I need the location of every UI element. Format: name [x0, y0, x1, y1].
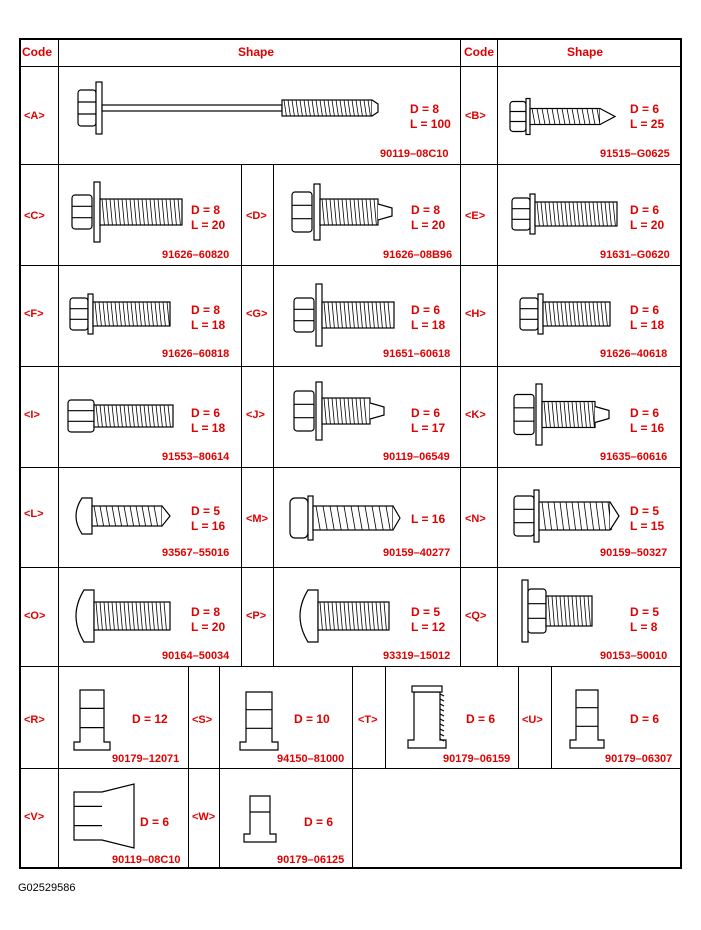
- header-shape-right: Shape: [567, 45, 604, 59]
- code-label: <D>: [246, 210, 267, 222]
- diameter-spec: D = 6: [630, 303, 660, 317]
- round-head: [290, 498, 308, 538]
- part-number: 94150–81000: [277, 753, 345, 765]
- length-spec: L = 15: [630, 519, 665, 533]
- part-number: 93567–55016: [162, 547, 230, 559]
- flange: [530, 194, 535, 234]
- grid-col-divider: [241, 164, 242, 666]
- grid-row-divider: [19, 164, 682, 165]
- hex-head: [72, 195, 92, 229]
- serrated-flange-nut-icon: [408, 684, 446, 748]
- length-spec: L = 18: [630, 318, 665, 332]
- part-number: 91626–60818: [162, 348, 230, 360]
- length-spec: L = 100: [410, 117, 451, 131]
- part-number: 90179–06125: [277, 854, 345, 866]
- length-spec: L = 12: [411, 620, 446, 634]
- part-number: 91631–G0620: [600, 249, 670, 261]
- code-label: <E>: [465, 210, 486, 222]
- conical-nut-icon: [72, 784, 134, 848]
- pilot-tip: [378, 204, 392, 220]
- grid-col-divider: [352, 666, 353, 867]
- grid-row-divider: [19, 265, 682, 266]
- code-label: <T>: [358, 714, 378, 726]
- serration: [440, 694, 444, 696]
- screw-tip: [393, 506, 400, 530]
- flange: [308, 496, 313, 540]
- grid-row-divider: [19, 768, 682, 769]
- grid-border-top: [19, 38, 682, 40]
- part-number: 91626–08B96: [383, 249, 453, 261]
- screw-tip: [610, 502, 619, 530]
- diameter-spec: D = 8: [410, 102, 440, 116]
- flange: [96, 82, 102, 134]
- serration: [440, 719, 444, 721]
- diameter-spec: D = 6: [630, 712, 660, 726]
- washer: [536, 384, 542, 445]
- grid-col-divider: [58, 38, 59, 869]
- nut-body: [74, 690, 110, 750]
- hex-head: [514, 496, 534, 536]
- flange-nut-small-icon: [244, 792, 276, 842]
- diameter-spec: D = 6: [466, 712, 496, 726]
- code-label: <A>: [24, 110, 45, 122]
- grid-border-right: [680, 38, 682, 869]
- serrated-top: [412, 686, 442, 692]
- flange-bolt-icon: [512, 194, 617, 234]
- code-label: <F>: [24, 308, 44, 320]
- grid-col-divider: [460, 38, 461, 666]
- hex-head: [294, 298, 314, 332]
- diameter-spec: D = 6: [630, 102, 660, 116]
- diameter-spec: D = 5: [411, 605, 441, 619]
- washer-bolt-pilot-icon: [292, 182, 392, 242]
- round-head: [76, 590, 94, 642]
- code-label: <Q>: [465, 610, 487, 622]
- header-shape-left: Shape: [238, 45, 275, 59]
- code-label: <K>: [465, 409, 486, 421]
- diameter-spec: D = 5: [191, 504, 221, 518]
- diameter-spec: D = 5: [630, 504, 660, 518]
- hex-head: [68, 400, 94, 432]
- length-spec: L = 16: [191, 519, 226, 533]
- part-number: 91553–80614: [162, 451, 230, 463]
- flange-nut-icon: [74, 686, 110, 750]
- part-number: 90153–50010: [600, 650, 668, 662]
- grid-col-divider: [273, 164, 274, 666]
- screw-tip: [162, 506, 170, 526]
- code-label: <O>: [24, 610, 46, 622]
- length-spec: L = 20: [630, 218, 665, 232]
- grid-col-divider: [551, 666, 552, 768]
- pan-head: [76, 498, 92, 534]
- pan-head-tapping-screw-icon: [70, 490, 170, 542]
- length-spec: L = 16: [630, 421, 665, 435]
- header-code-right: Code: [464, 45, 494, 59]
- diameter-spec: D = 6: [630, 203, 660, 217]
- flange-bolt-icon: [520, 292, 610, 336]
- part-number: 91635–60616: [600, 451, 668, 463]
- flange-nut-icon: [570, 686, 604, 748]
- flange: [88, 294, 93, 334]
- flange: [538, 294, 543, 334]
- part-number: 90159–40277: [383, 547, 451, 559]
- grid-border-left: [19, 38, 21, 869]
- grid-border-bottom: [19, 867, 682, 869]
- hex-head: [512, 198, 530, 230]
- flange: [534, 490, 539, 542]
- code-label: <B>: [465, 110, 486, 122]
- part-number: 91651–60618: [383, 348, 451, 360]
- part-number: 90159–50327: [600, 547, 668, 559]
- diameter-spec: D = 6: [191, 406, 221, 420]
- code-label: <P>: [246, 610, 267, 622]
- hex-head: [510, 102, 526, 132]
- code-label: <V>: [24, 811, 45, 823]
- hex-head: [520, 298, 538, 330]
- diameter-spec: D = 12: [132, 712, 168, 726]
- code-label: <J>: [246, 409, 265, 421]
- washer: [94, 182, 100, 242]
- code-label: <H>: [465, 308, 486, 320]
- washer-bolt-pilot-icon: [514, 382, 609, 447]
- hex-head: [78, 90, 96, 126]
- threaded-shank: [320, 199, 378, 225]
- length-spec: L = 18: [191, 318, 226, 332]
- serration: [440, 729, 444, 731]
- code-label: <R>: [24, 714, 45, 726]
- code-label: <L>: [24, 508, 44, 520]
- grid-row-divider: [19, 467, 682, 468]
- nut-body: [244, 796, 276, 842]
- washer-bolt-pilot-icon: [294, 380, 384, 442]
- diameter-spec: D = 6: [411, 303, 441, 317]
- serration: [440, 709, 444, 711]
- grid-row-divider: [19, 666, 682, 667]
- pilot-tip: [370, 403, 384, 419]
- serration: [440, 724, 444, 726]
- length-spec: L = 20: [191, 620, 226, 634]
- flange-bolt-icon: [70, 288, 170, 340]
- code-label: <G>: [246, 308, 268, 320]
- grid-row-divider: [19, 567, 682, 568]
- diameter-spec: D = 8: [191, 203, 221, 217]
- round-head-bolt-icon: [294, 588, 389, 644]
- code-label: <I>: [24, 409, 40, 421]
- diameter-spec: D = 5: [630, 605, 660, 619]
- diameter-spec: D = 8: [411, 203, 441, 217]
- round-head: [300, 590, 318, 642]
- part-number: 91515–G0625: [600, 148, 670, 160]
- length-spec: L = 17: [411, 421, 446, 435]
- hex-bolt-icon: [68, 396, 173, 436]
- hex-head: [292, 192, 312, 232]
- figure-id: G02529586: [18, 882, 76, 894]
- washer-bolt-icon: [72, 182, 182, 242]
- threaded-shank: [282, 100, 372, 116]
- bolt-tip: [372, 100, 378, 116]
- hex-head: [294, 391, 314, 431]
- round-head-bolt-icon: [70, 588, 170, 644]
- flange-tapping-screw-icon: [514, 488, 619, 544]
- washer: [316, 284, 322, 346]
- part-number: 91626–40618: [600, 348, 668, 360]
- nut-body: [240, 692, 278, 750]
- part-number: 90119–08C10: [380, 148, 449, 160]
- length-spec: L = 16: [411, 512, 446, 526]
- serration: [440, 714, 444, 716]
- grid-col-divider: [497, 38, 498, 666]
- length-spec: L = 8: [630, 620, 658, 634]
- nut-body: [570, 690, 604, 748]
- length-spec: L = 18: [411, 318, 446, 332]
- diameter-spec: D = 6: [630, 406, 660, 420]
- grid-row-divider: [19, 66, 682, 67]
- diameter-spec: D = 6: [411, 406, 441, 420]
- flange-bolt-short-icon: [522, 580, 592, 642]
- serration: [440, 704, 444, 706]
- part-number: 93319–15012: [383, 650, 451, 662]
- header-code-left: Code: [22, 45, 52, 59]
- coarse-thread-screw-icon: [290, 492, 400, 544]
- hex-head: [528, 589, 546, 633]
- length-spec: L = 25: [630, 117, 665, 131]
- nut-body: [74, 784, 134, 848]
- flange: [522, 580, 528, 642]
- washer: [316, 382, 322, 440]
- length-spec: L = 20: [191, 218, 226, 232]
- serration: [440, 734, 444, 736]
- grid-col-divider: [385, 666, 386, 768]
- tapping-screw-icon: [510, 94, 615, 139]
- hex-head: [70, 298, 88, 330]
- diameter-spec: D = 6: [140, 815, 170, 829]
- diameter-spec: D = 6: [304, 815, 334, 829]
- grid-col-divider: [188, 666, 189, 867]
- code-label: <W>: [192, 811, 216, 823]
- part-number: 90179–12071: [112, 753, 180, 765]
- screw-tip: [600, 109, 615, 125]
- length-spec: L = 20: [411, 218, 446, 232]
- washer: [314, 184, 320, 240]
- code-label: <U>: [522, 714, 543, 726]
- code-label: <S>: [192, 714, 213, 726]
- serration: [440, 699, 444, 701]
- code-label: <M>: [246, 513, 269, 525]
- length-spec: L = 18: [191, 421, 226, 435]
- grid-col-divider: [518, 666, 519, 768]
- hex-head: [514, 395, 534, 435]
- code-label: <N>: [465, 513, 486, 525]
- part-number: 90164–50034: [162, 650, 230, 662]
- code-label: <C>: [24, 210, 45, 222]
- part-number: 91626–60820: [162, 249, 230, 261]
- plain-shank: [102, 105, 282, 111]
- diameter-spec: D = 8: [191, 605, 221, 619]
- part-number: 90179–06307: [605, 753, 673, 765]
- grid-row-divider: [19, 366, 682, 367]
- part-number: 90119–08C10: [112, 854, 181, 866]
- diameter-spec: D = 8: [191, 303, 221, 317]
- diameter-spec: D = 10: [294, 712, 330, 726]
- part-number: 90119–06549: [383, 451, 450, 463]
- flange-bolt-long-icon: [78, 78, 378, 138]
- part-number: 90179–06159: [443, 753, 511, 765]
- pilot-tip: [595, 407, 609, 423]
- flange-nut-icon: [240, 688, 278, 750]
- grid-col-divider: [219, 666, 220, 867]
- washer-bolt-icon: [294, 284, 394, 346]
